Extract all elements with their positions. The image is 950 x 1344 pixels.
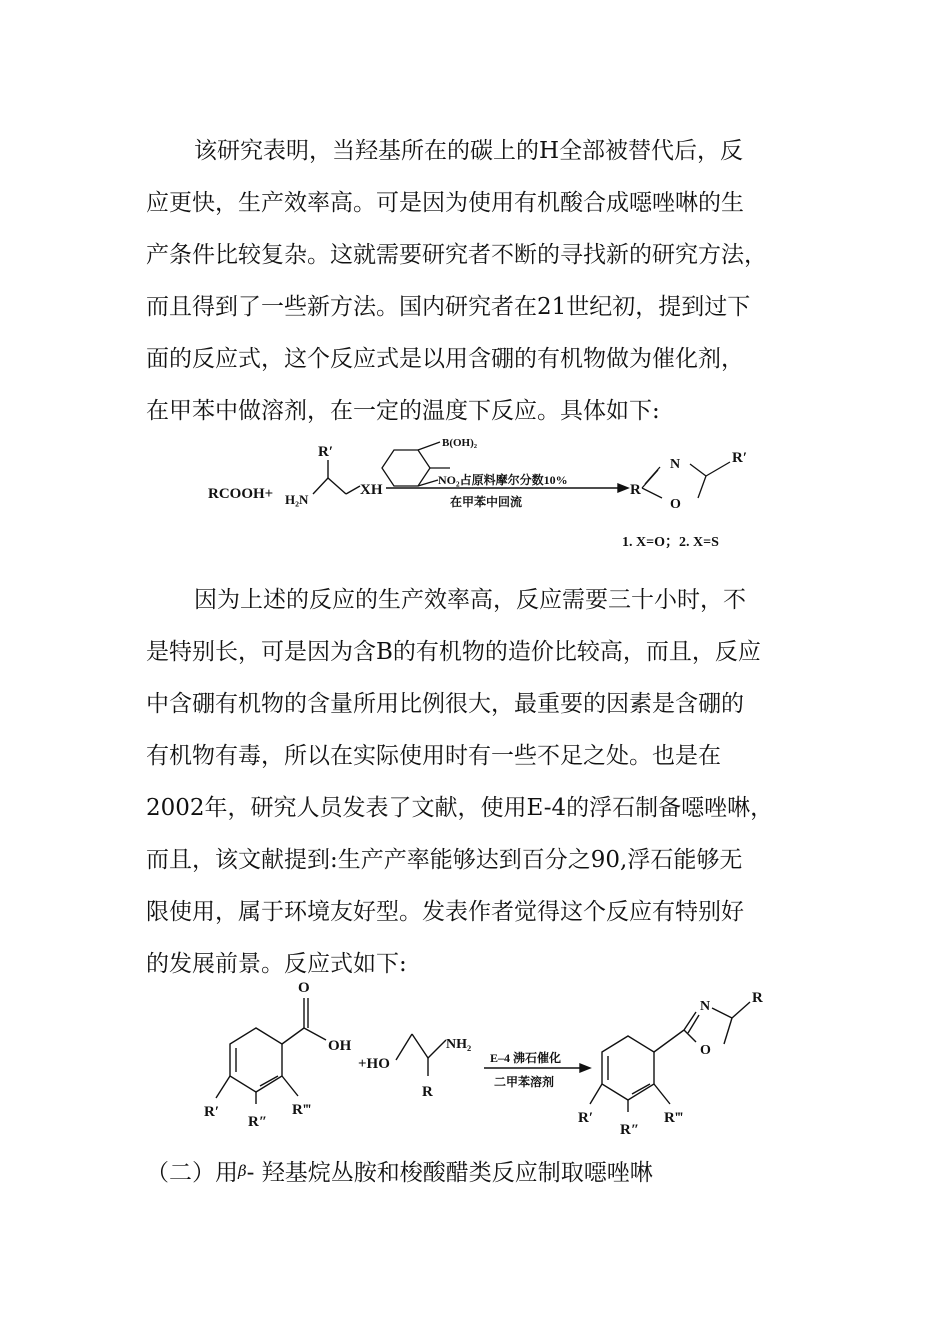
- amino-chain-bonds: [313, 460, 360, 494]
- paragraph-line: 是特别长，可是因为含B的有机物的造价比较高，而且，反应: [146, 639, 761, 665]
- product-r: R: [630, 482, 641, 498]
- r-triple-prime: R‴: [292, 1102, 312, 1118]
- plus-ho: +HO: [358, 1056, 390, 1072]
- reaction-scheme-1: [200, 432, 800, 556]
- paragraph-line: 而且，该文献提到:生产产率能够达到百分之90,浮石能够无: [146, 847, 743, 873]
- product-r-prime: R′: [732, 450, 748, 466]
- heading-text: - 羟基烷丛胺和梭酸醋类反应制取噁唑啉: [246, 1160, 653, 1186]
- condition-top: E–4 沸石催化: [490, 1051, 562, 1065]
- reaction-scheme-2: [200, 972, 800, 1140]
- condition-bottom: 在甲苯中回流: [450, 495, 523, 509]
- paragraph-line: 产条件比较复杂。这就需要研究者不断的寻找新的研究方法，: [146, 242, 767, 268]
- product-ring: [590, 1002, 750, 1112]
- product-o: O: [700, 1043, 711, 1058]
- product-r: R: [752, 990, 763, 1006]
- paragraph-line: 在甲苯中做溶剂，在一定的温度下反应。具体如下:: [146, 398, 660, 424]
- paragraph-line: 因为上述的反应的生产效率高，反应需要三十小时，不: [194, 587, 746, 613]
- benzoic-acid-ring: [216, 998, 326, 1104]
- paragraph-line: 有机物有毒，所以在实际使用时有一些不足之处。也是在: [146, 743, 721, 769]
- paragraph-line: 的发展前景。反应式如下:: [146, 951, 407, 977]
- product-n: N: [700, 999, 711, 1014]
- amine-label: H₂N: [285, 492, 309, 507]
- xh-label: XH: [360, 482, 383, 498]
- carbonyl-o: O: [298, 980, 310, 996]
- paragraph-line: 2002年，研究人员发表了文献，使用E-4的浮石制备噁唑啉，: [146, 795, 774, 821]
- paragraph-line: 中含硼有机物的含量所用比例很大，最重要的因素是含硼的: [146, 691, 744, 717]
- amine-r: R: [422, 1084, 433, 1100]
- paragraph-line: 该研究表明，当羟基所在的碳上的H全部被替代后，反: [194, 138, 744, 164]
- product-r-prime: R′: [578, 1110, 594, 1126]
- reactant-rcooh: RCOOH+: [208, 486, 274, 502]
- amine-nh2: NH₂: [446, 1037, 472, 1052]
- r-prime: R′: [204, 1104, 220, 1120]
- scheme1-note: 1. X=O；2. X=S: [622, 535, 719, 550]
- boronic-acid-label: B(OH)₂: [442, 437, 478, 449]
- condition-top: NO₂占原料摩尔分数10%: [438, 473, 568, 487]
- paragraph-line: 面的反应式，这个反应式是以用含硼的有机物做为催化剂，: [146, 346, 744, 372]
- heading-beta: β: [238, 1162, 247, 1180]
- product-n: N: [670, 457, 681, 472]
- product-r-double-prime: R″: [620, 1122, 640, 1138]
- product-x: O: [670, 497, 681, 512]
- carboxyl-oh: OH: [328, 1038, 352, 1054]
- paragraph-1: [146, 125, 826, 437]
- section-heading: [146, 1148, 653, 1196]
- amine-r-prime: R′: [318, 444, 334, 460]
- paragraph-2: [146, 574, 826, 990]
- product-r-triple-prime: R‴: [664, 1110, 684, 1126]
- reaction-scheme-1-drawing: [200, 432, 800, 556]
- reaction-scheme-2-drawing: [200, 972, 800, 1140]
- paragraph-line: 限使用，属于环境友好型。发表作者觉得这个反应有特别好: [146, 899, 744, 925]
- paragraph-line: 而且得到了一些新方法。国内研究者在21世纪初，提到过下: [146, 294, 751, 320]
- paragraph-line: 应更快，生产效率高。可是因为使用有机酸合成噁唑啉的生: [146, 190, 744, 216]
- reaction-arrow-2: [484, 1064, 590, 1072]
- condition-bottom: 二甲苯溶剂: [494, 1075, 555, 1089]
- aminoalcohol-bonds: [396, 1034, 446, 1076]
- oxazoline-ring: [642, 462, 730, 498]
- r-double-prime: R″: [248, 1114, 268, 1130]
- heading-prefix: （二）用: [146, 1160, 238, 1186]
